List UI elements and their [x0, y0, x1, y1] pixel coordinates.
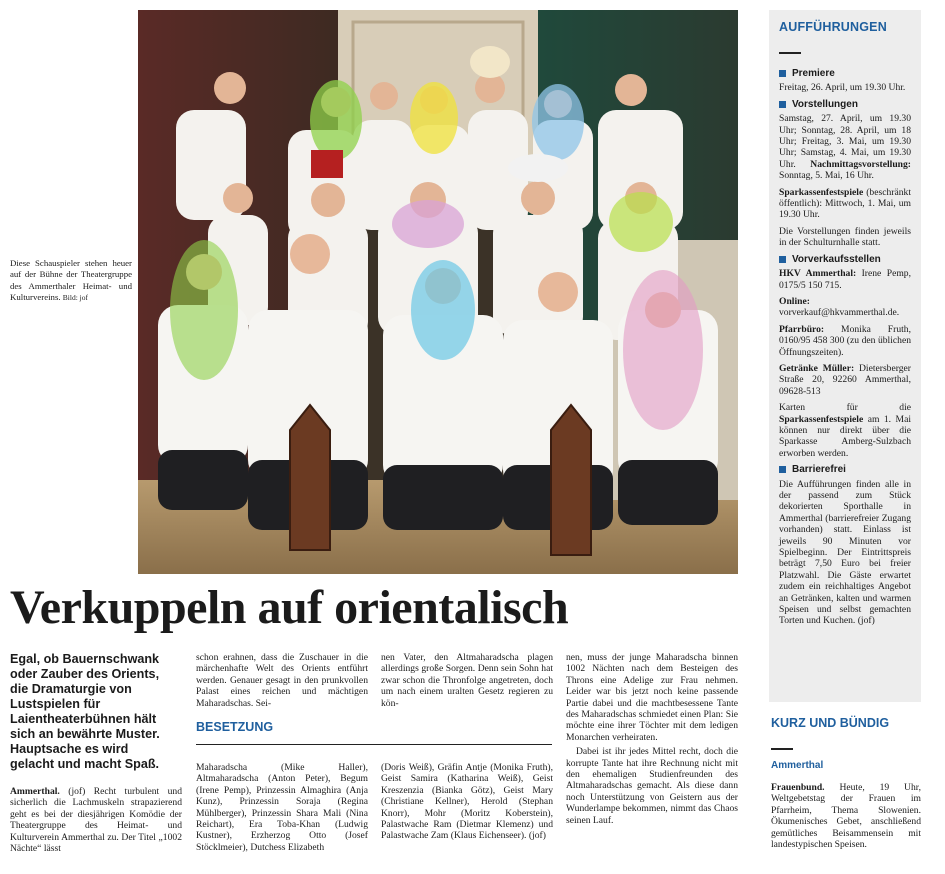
besetzung-column-2: (Doris Weiß), Gräfin Antje (Monika Fruth), Geist Samira (Katharina Weiß), Geist Kreszenzia (Bianka Götz), Geist Mary (Christiane Kellner), Herold (Stephan Knorr), Mohr (Moritz Koberstein), Palastwache Ram (Dietmar Klemenz) und Palastwache Zam (Klaus Eichenseer). (jof)	[381, 762, 553, 842]
premiere-title: Premiere	[792, 68, 835, 79]
vorstellungen-dates: Samstag, 27. April, um 19.30 Uhr; Sonntag, 28. April, um 18 Uhr; Freitag, 3. Mai, um 19.30 Uhr; Samstag, 4. Mai, um 19.30 Uhr.	[779, 113, 911, 170]
hkv-label: HKV Ammerthal:	[779, 268, 857, 280]
kurz-heading-rule	[771, 748, 793, 750]
nachmittag-text: Sonntag, 5. Mai, 16 Uhr.	[779, 170, 874, 182]
sparkasse-text	[779, 187, 911, 221]
karten-bold: Sparkassenfestspiele	[779, 413, 864, 425]
vorstellungen-title: Vorstellungen	[792, 98, 858, 110]
getraenke-text: Dietersberger Straße 20, 92260 Ammerthal, 09628-513	[779, 362, 911, 397]
article-column-3: nen Vater, den Altmaharadscha plagen allerdings große Sorgen. Denn sein Sohn hat zwar schon die Thronfolge angetreten, doch um nach einem uralten Gesetz regieren zu kön-	[381, 652, 553, 709]
bullet-square-icon	[779, 466, 786, 473]
caption-text: Diese Schauspieler stehen heuer auf der Bühne der Theatergruppe des Ammerthaler Heimat- und Kulturvereins.	[10, 258, 132, 303]
pfarr-entry	[779, 324, 911, 358]
section-barrierefrei	[779, 464, 911, 475]
kurz-item	[771, 782, 921, 850]
online-email[interactable]: vorverkauf@hkvammerthal.de.	[779, 307, 900, 319]
karten-pre: Karten für die	[779, 402, 911, 414]
kurz-item-label: Frauenbund.	[771, 782, 825, 793]
pfarr-text: Monika Fruth, 0160/95 458 300 (zu den üblichen Öffnungszeiten).	[779, 323, 911, 358]
bullet-square-icon	[779, 70, 786, 77]
caption-credit: Bild: jof	[62, 293, 88, 303]
col4-paragraph-2: Dabei ist ihr jedes Mittel recht, doch die korrupte Tante hat ihre Rechnung nicht mit den ehemaligen Studienfreunden des Altmaharadschas gemacht. Als diese dann noch Unterstützung von Geistern aus der Wunderlampe bekommen, nimmt das Chaos seinen Lauf.	[566, 746, 738, 826]
getraenke-label: Getränke Müller:	[779, 362, 855, 374]
pfarr-label: Pfarrbüro:	[779, 323, 825, 335]
hkv-entry	[779, 268, 911, 291]
dateline: Ammerthal.	[10, 786, 60, 797]
col4-paragraph-1: nen, muss der junge Maharadscha binnen 1002 Nächten nach dem Besteigen des Throns eine Adelige zur Frau nehmen. Leider war bis jetzt noch keine passende Partie dabei und die machtbesessene Tante des Maharadschas schmiedet einen Plan: Sie möchte eine ihrer Töchter mit dem ledigen Monarchen verheiraten.	[566, 652, 738, 743]
nachmittag-label: Nachmittagsvorstellung:	[810, 158, 911, 170]
article-headline: Verkuppeln auf orientalisch	[10, 581, 569, 634]
vorstellungen-text	[779, 113, 911, 181]
kurz-place: Ammerthal	[771, 760, 824, 771]
besetzung-column-1: Maharadscha (Mike Haller), Altmaharadscha (Anton Peter), Begum (Irene Pemp), Prinzessin Almaghira (Anja Kunz), Prinzessin Soraja (Regina Mühlberger), Prinzessin Shara Mali (Nina Reichart), Era Toba-Khan (Ludwig Kustner), Erzherzog Otto (Josef Stöcklmeier), Dutchess Elizabeth	[196, 762, 368, 853]
vorverkauf-title: Vorverkaufsstellen	[792, 253, 881, 265]
sparkasse-info: (beschränkt öffentlich): Mittwoch, 1. Mai, um 19.30 Uhr.	[779, 186, 911, 221]
photo-caption	[10, 258, 132, 304]
karten-post: am 1. Mai können nur direkt über die Sparkasse Amberg-Sulzbach erworben werden.	[779, 413, 911, 459]
ort-text: Die Vorstellungen finden jeweils in der Schulturnhalle statt.	[779, 225, 911, 249]
kurz-heading: KURZ UND BÜNDIG	[771, 716, 890, 730]
group-photo-image	[138, 10, 738, 574]
besetzung-rule	[196, 744, 552, 745]
bullet-square-icon	[779, 256, 786, 263]
online-entry	[779, 296, 911, 319]
sidebar-heading: AUFFÜHRUNGEN	[779, 20, 887, 34]
sparkasse-label: Sparkassenfestspiele	[779, 186, 864, 198]
article-column-2: schon erahnen, dass die Zuschauer in die märchenhafte Welt des Orients entführt werden. Genauer gesagt in den prunkvollen Palast eines reichen und mächtigen Maharadschas. Sei-	[196, 652, 368, 709]
article-column-1	[10, 786, 182, 854]
section-vorverkauf	[779, 254, 911, 265]
besetzung-heading: BESETZUNG	[196, 720, 274, 734]
article-lead: Egal, ob Bauernschwank oder Zauber des Orients, die Dramaturgie von Lustspielen für Laientheaterbühnen hält sich an bewährte Muster. Hauptsache es wird gelacht und macht Spaß.	[10, 652, 160, 771]
group-photo	[138, 10, 738, 574]
section-premiere	[779, 68, 911, 79]
col1-text: (jof) Recht turbulent und sicherlich die Lachmuskeln strapazierend geht es bei der diesjährigen Komödie der Theatergruppe des Heimat- und Kulturverein Ammerthal zu. Der Titel „1002 Nächte“ lässt	[10, 786, 182, 855]
barriere-text: Die Aufführungen finden alle in der passend zum Stück dekorierten Sporthalle in Ammerthal (barrierefreier Zugang vorhanden) statt. Einlass ist jeweils 90 Minuten vor Spielbeginn. Der Eintrittspreis beträgt 7,50 Euro bei freier Platzwahl. Die Gäste erwartet zudem ein reichhaltiges Angebot an Getränken, kalten und warmen Speisen und selbst gemachten Torten und Kuchen. (jof)	[779, 478, 911, 627]
article-column-4	[566, 652, 738, 829]
online-label: Online:	[779, 295, 810, 307]
premiere-text: Freitag, 26. April, um 19.30 Uhr.	[779, 82, 906, 94]
sidebar-heading-rule	[779, 52, 801, 54]
section-vorstellungen	[779, 99, 911, 110]
getraenke-entry	[779, 363, 911, 397]
hkv-text: Irene Pemp, 0175/5 150 715.	[779, 268, 911, 291]
barriere-title: Barrierefrei	[792, 464, 846, 476]
kurz-item-text: Heute, 19 Uhr, Weltgebetstag der Frauen im Pfarrheim, Thema Slowenien. Ökumenisches Gebet, anschließend gemütliches Beisammensein mit landestypischen Speisen.	[771, 782, 921, 851]
karten-entry	[779, 402, 911, 459]
sidebar-body	[779, 64, 911, 632]
bullet-square-icon	[779, 101, 786, 108]
info-box-auffuehrungen	[769, 10, 921, 702]
